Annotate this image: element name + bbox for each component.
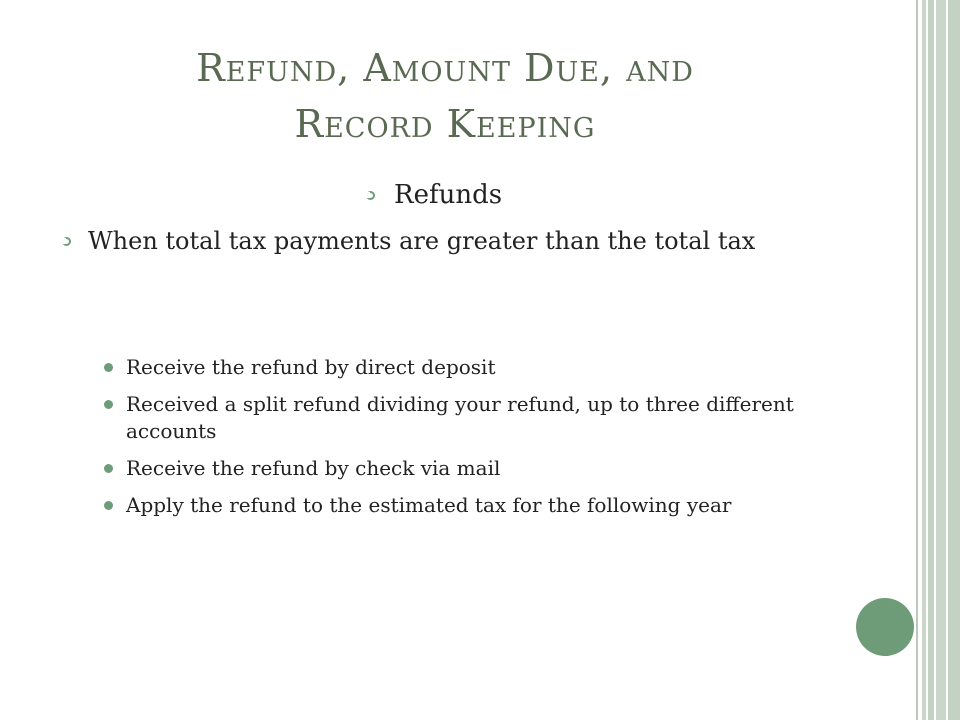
- slide-title: [40, 40, 850, 152]
- list-item-text: Receive the refund by direct deposit: [126, 355, 496, 379]
- list-item: [104, 354, 804, 381]
- list-item: [104, 492, 804, 519]
- list-item-text: Receive the refund by check via mail: [126, 456, 501, 480]
- open-circle-bullet-icon: [366, 191, 375, 200]
- green-circle-decoration: [856, 598, 914, 656]
- title-line-2: Record Keeping: [294, 102, 596, 146]
- right-edge-decoration: [916, 0, 960, 720]
- subheading-text: Refunds: [394, 180, 503, 210]
- stripe: [916, 0, 918, 720]
- list-item: [104, 391, 804, 445]
- title-line-1: Refund, Amount Due, and: [196, 46, 694, 90]
- bullet-dot-icon: [104, 363, 113, 372]
- stripe: [922, 0, 926, 720]
- bullet-dot-icon: [104, 400, 113, 409]
- main-bullet: [62, 224, 802, 258]
- list-item-text: Received a split refund dividing your refund, up to three different accounts: [126, 392, 794, 443]
- stripe: [948, 0, 960, 720]
- list-item: [104, 455, 804, 482]
- subheading: [366, 178, 502, 212]
- open-circle-bullet-icon: [62, 237, 71, 246]
- bullet-dot-icon: [104, 501, 113, 510]
- bullet-dot-icon: [104, 464, 113, 473]
- main-bullet-text: When total tax payments are greater than the total tax: [88, 227, 756, 255]
- stripe: [928, 0, 934, 720]
- list-item-text: Apply the refund to the estimated tax for the following year: [126, 493, 732, 517]
- sub-bullet-list: [104, 354, 804, 529]
- stripe: [936, 0, 946, 720]
